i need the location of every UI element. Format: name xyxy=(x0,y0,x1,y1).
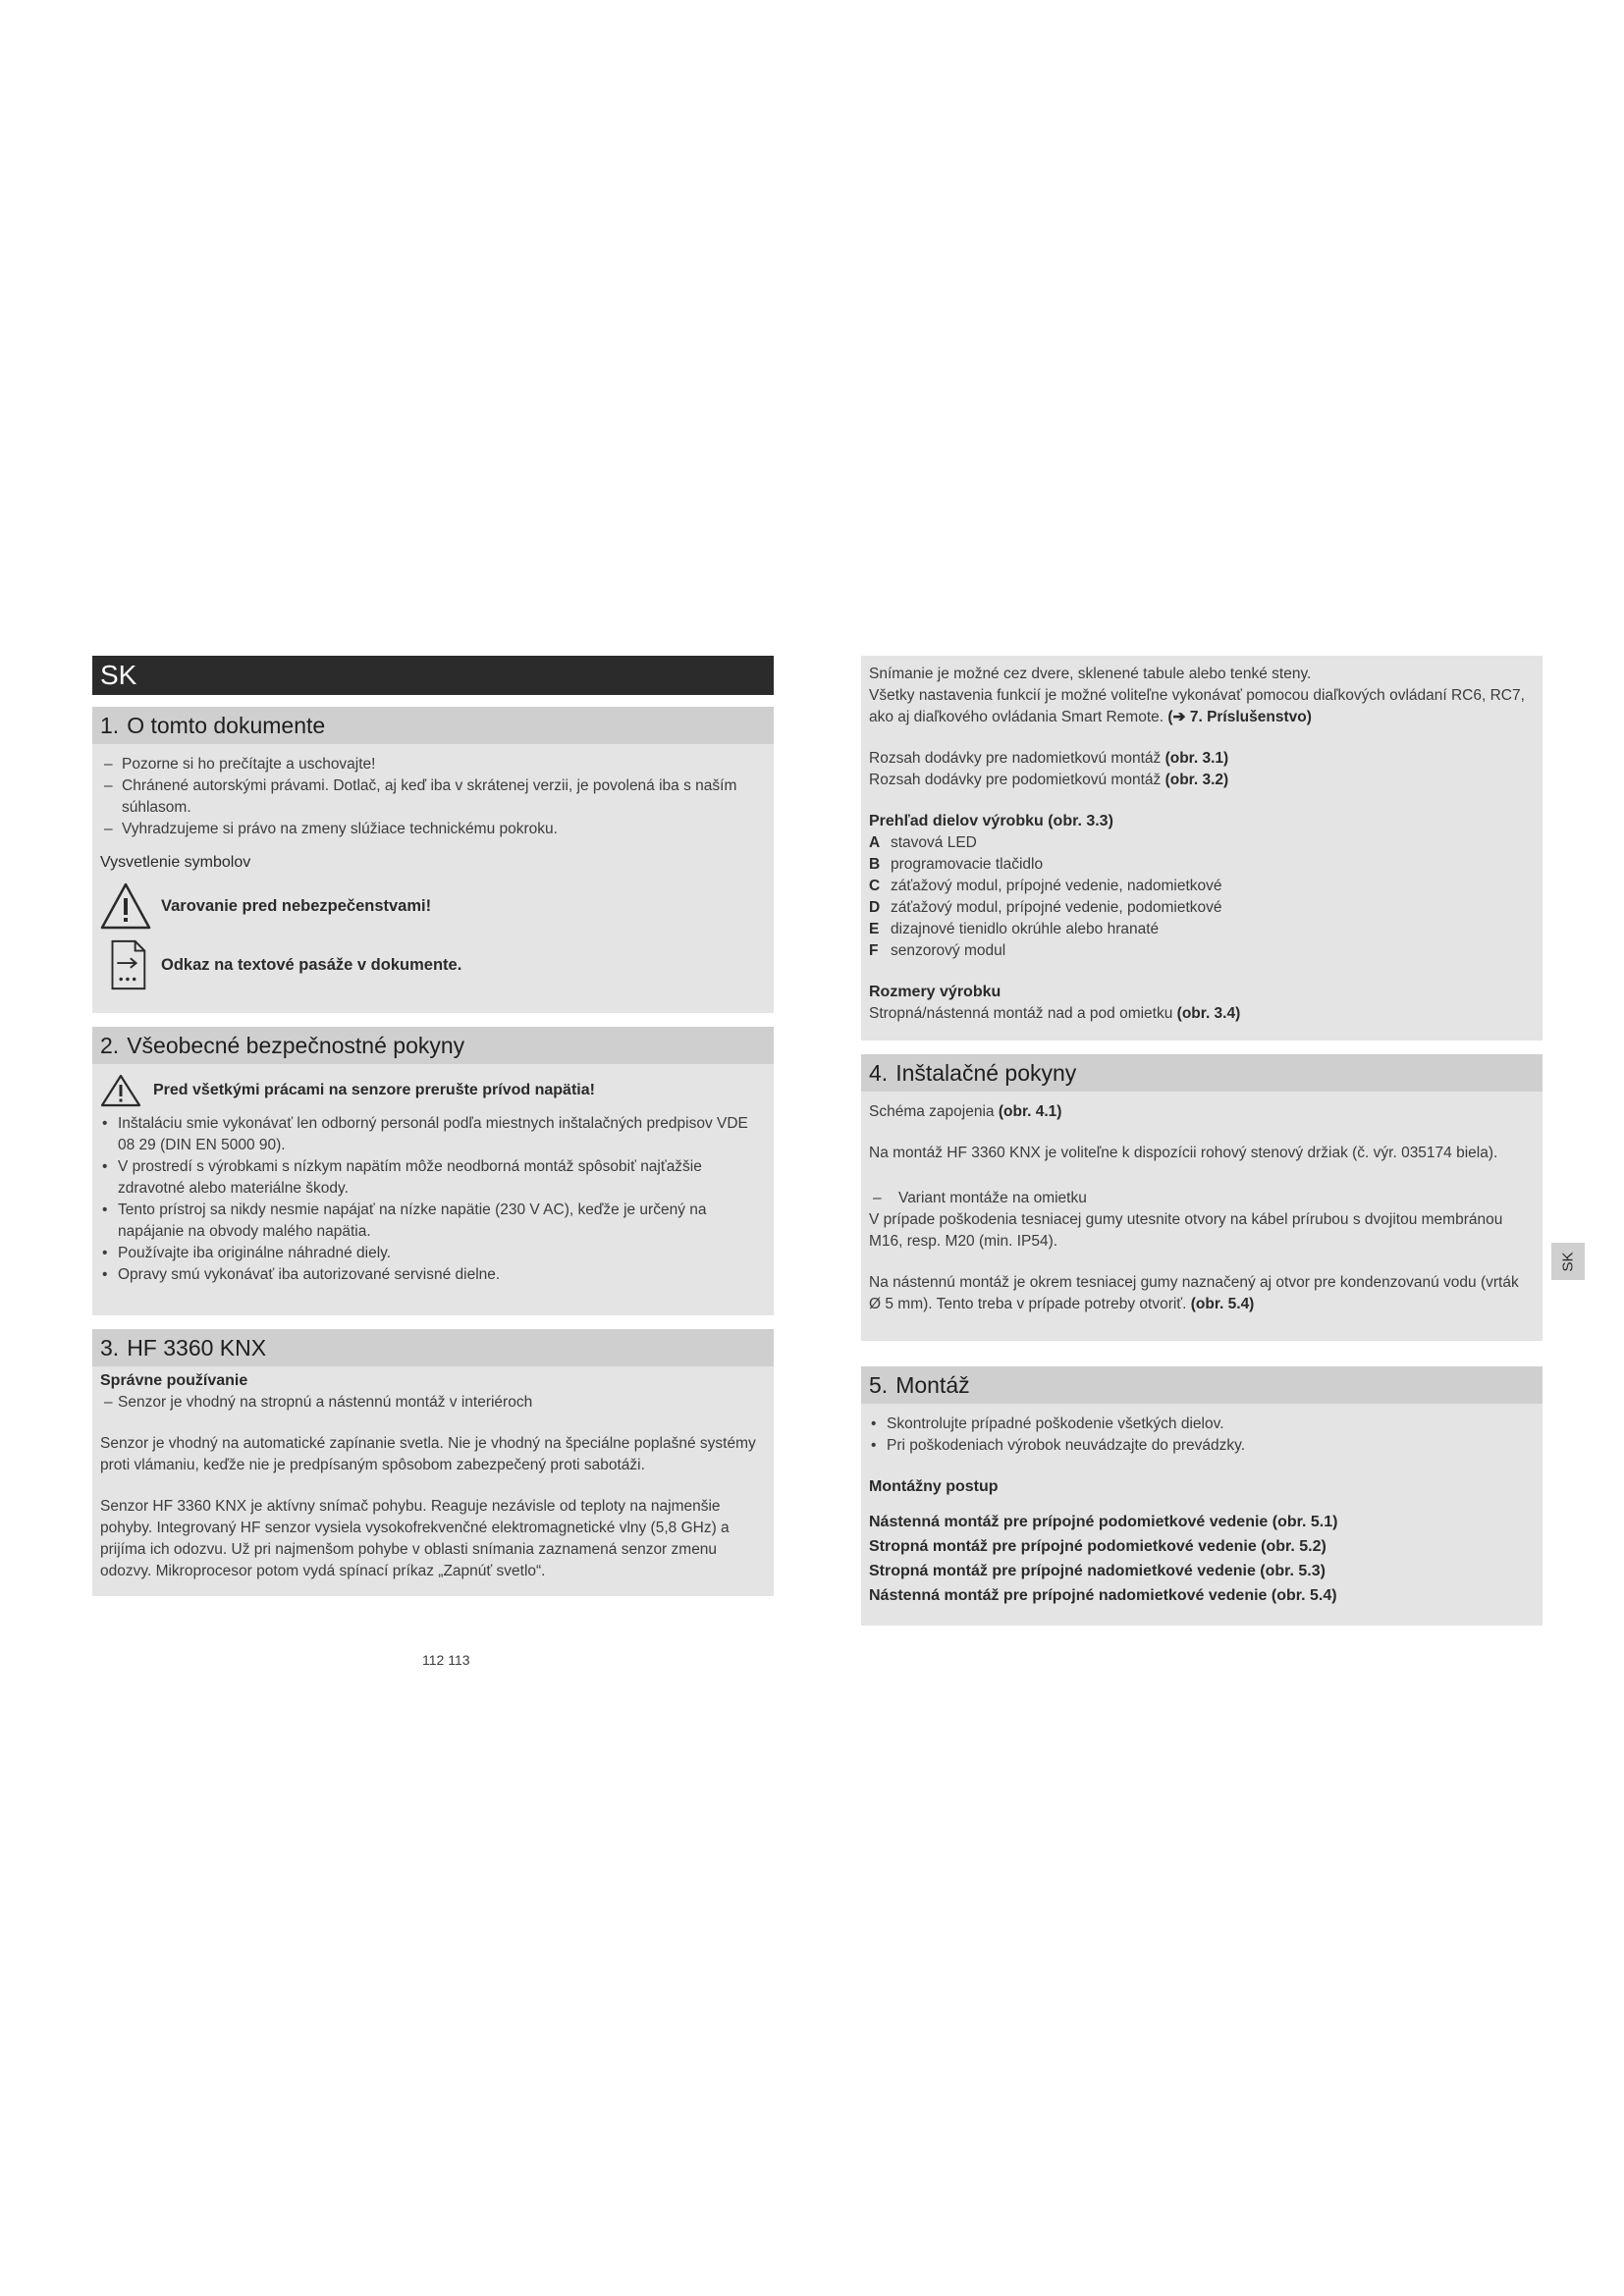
section-heading xyxy=(861,1366,1543,1404)
section-product-continued xyxy=(861,656,1543,1041)
text: Schéma zapojenia xyxy=(869,1103,995,1120)
paragraph: Senzor HF 3360 KNX je aktívny snímač pohybu. Reaguje nezávisle od teploty na najmenšie pohyby. Integrovaný HF senzor vysiela vysokofrekvenčné elektromagnetické vlny (5,8 GHz) a prijíma ich odozvu. Už pri najmenšom pohybe v oblasti snímania zaznamená senzor zmenu odozvy. Mikroprocesor potom vydá spínací príkaz „Zapnúť svetlo“. xyxy=(100,1498,730,1579)
text: Stropná/nástenná montáž nad a pod omietku xyxy=(869,1005,1173,1022)
paragraph: Senzor je vhodný na automatické zapínanie svetla. Nie je vhodný na špeciálne poplašné systémy proti vlámaniu, keďže nie je predpísaným spôsobom zabezpečený proti sabotáži. xyxy=(100,1435,756,1473)
list-item xyxy=(869,876,1535,897)
figure-reference: (obr. 3.4) xyxy=(1176,1005,1241,1022)
text: Všetky nastavenia funkcií je možné voliteľne vykonávať pomocou diaľkových ovládaní RC6, RC7, ako aj diaľkového ovládania Smart Remote. xyxy=(869,687,1525,725)
symbol-warning-row xyxy=(100,881,766,931)
procedure-heading: Montážny postup xyxy=(869,1478,999,1495)
list-item: • Používajte iba originálne náhradné diely. xyxy=(100,1243,766,1264)
section-title: O tomto dokumente xyxy=(127,713,326,738)
list-item: Nástenná montáž pre prípojné nadomietkové vedenie (obr. 5.4) xyxy=(869,1587,1337,1604)
section-number: 2. xyxy=(100,1033,120,1058)
figure-reference: (obr. 3.2) xyxy=(1164,772,1229,788)
figure-reference: (obr. 5.4) xyxy=(1190,1296,1255,1312)
warning-triangle-icon xyxy=(100,881,151,931)
list-item: – Pozorne si ho prečítajte a uschovajte! xyxy=(100,754,766,775)
paragraph xyxy=(869,685,1535,728)
figure-reference: (obr. 4.1) xyxy=(998,1103,1062,1120)
paragraph xyxy=(869,1003,1535,1025)
list-item: • Tento prístroj sa nikdy nesmie napájať na nízke napätie (230 V AC), keďže je určený na napájanie na obvody malého napätia. xyxy=(100,1200,766,1243)
section-installation xyxy=(861,1054,1543,1341)
paragraph xyxy=(869,1272,1535,1315)
section-number: 3. xyxy=(100,1335,120,1361)
part-key: A xyxy=(869,834,881,851)
part-key: C xyxy=(869,878,881,894)
right-column xyxy=(861,656,1543,1626)
section-product xyxy=(92,1329,774,1596)
symbol-reference-label: Odkaz na textové pasáže v dokumente. xyxy=(161,956,462,974)
paragraph: V prípade poškodenia tesniacej gumy utesnite otvory na kábel prírubou s dvojitou membránou M16, resp. M20 (min. IP54). xyxy=(869,1211,1503,1250)
list-item: – Senzor je vhodný na stropnú a nástennú montáž v interiéroch xyxy=(100,1392,766,1414)
side-language-tab xyxy=(1551,1243,1585,1280)
page-numbers: 112 113 xyxy=(422,1652,470,1668)
list-item: – Chránené autorskými právami. Dotlač, aj keď iba v skrátenej verzii, je povolená iba s naším súhlasom. xyxy=(100,775,766,819)
variant-list xyxy=(869,1188,1535,1209)
figure-reference: (obr. 3.1) xyxy=(1164,750,1229,767)
section-heading xyxy=(861,1054,1543,1092)
part-key: B xyxy=(869,856,881,873)
safety-list xyxy=(100,1113,766,1286)
part-text: záťažový modul, prípojné vedenie, nadomietkové xyxy=(891,878,1222,894)
symbol-reference-row xyxy=(100,938,766,991)
notice-list xyxy=(100,754,766,840)
paragraph xyxy=(869,1101,1535,1123)
procedure-list xyxy=(869,1510,1535,1608)
symbol-warning-label: Varovanie pred nebezpečenstvami! xyxy=(161,897,432,915)
language-label: SK xyxy=(100,660,137,690)
part-key: E xyxy=(869,921,880,937)
list-item xyxy=(869,919,1535,940)
usage-heading: Správne používanie xyxy=(100,1372,248,1389)
list-item: – Variant montáže na omietku xyxy=(869,1188,1535,1209)
list-item xyxy=(869,832,1535,854)
section-heading xyxy=(92,1329,774,1366)
list-item: Stropná montáž pre prípojné podomietkové vedenie (obr. 5.2) xyxy=(869,1538,1326,1555)
list-item: Stropná montáž pre prípojné nadomietkové vedenie (obr. 5.3) xyxy=(869,1563,1326,1579)
check-list xyxy=(869,1414,1535,1457)
section-about-document xyxy=(92,707,774,1013)
section-safety xyxy=(92,1027,774,1315)
usage-list xyxy=(100,1392,766,1414)
text: Rozsah dodávky pre podomietkovú montáž xyxy=(869,772,1162,788)
symbols-heading: Vysvetlenie symbolov xyxy=(100,854,251,871)
warning-triangle-icon xyxy=(100,1074,141,1107)
part-key: F xyxy=(869,942,879,959)
parts-list xyxy=(869,832,1535,962)
safety-warning xyxy=(100,1074,766,1107)
safety-warning-text: Pred všetkými prácami na senzore prerušte prívod napätia! xyxy=(153,1082,595,1098)
section-title: HF 3360 KNX xyxy=(127,1335,267,1361)
section-title: Všeobecné bezpečnostné pokyny xyxy=(127,1033,465,1058)
paragraph: Na montáž HF 3360 KNX je voliteľne k dispozícii rohový stenový držiak (č. výr. 035174 biela). xyxy=(869,1145,1498,1161)
list-item xyxy=(869,854,1535,876)
part-text: programovacie tlačidlo xyxy=(891,856,1044,873)
document-reference-icon xyxy=(100,938,151,991)
list-item: • Opravy smú vykonávať iba autorizované servisné dielne. xyxy=(100,1264,766,1286)
paragraph xyxy=(869,748,1535,770)
part-text: záťažový modul, prípojné vedenie, podomietkové xyxy=(891,899,1222,916)
section-title: Montáž xyxy=(895,1372,970,1398)
part-text: senzorový modul xyxy=(891,942,1006,959)
text: Rozsah dodávky pre nadomietkovú montáž xyxy=(869,750,1162,767)
dimensions-heading: Rozmery výrobku xyxy=(869,984,1001,1000)
part-key: D xyxy=(869,899,881,916)
list-item: – Vyhradzujeme si právo na zmeny slúžiace technickému pokroku. xyxy=(100,819,766,840)
list-item: • V prostredí s výrobkami s nízkym napätím môže neodborná montáž spôsobiť najťažšie zdravotné alebo materiálne škody. xyxy=(100,1156,766,1200)
section-number: 1. xyxy=(100,713,120,738)
list-item: • Inštaláciu smie vykonávať len odborný personál podľa miestnych inštalačných predpisov VDE 08 29 (DIN EN 5000 90). xyxy=(100,1113,766,1156)
list-item: Nástenná montáž pre prípojné podomietkové vedenie (obr. 5.1) xyxy=(869,1514,1338,1530)
part-text: dizajnové tienidlo okrúhle alebo hranaté xyxy=(891,921,1160,937)
cross-reference: (➔ 7. Príslušenstvo) xyxy=(1167,709,1312,725)
parts-overview-heading: Prehľad dielov výrobku (obr. 3.3) xyxy=(869,813,1113,829)
language-header xyxy=(92,656,774,695)
section-number: 4. xyxy=(869,1060,889,1086)
section-number: 5. xyxy=(869,1372,889,1398)
list-item xyxy=(869,940,1535,962)
side-tab-label: SK xyxy=(1559,1251,1577,1272)
paragraph xyxy=(869,770,1535,791)
part-text: stavová LED xyxy=(891,834,977,851)
left-column xyxy=(92,656,774,1596)
section-title: Inštalačné pokyny xyxy=(895,1060,1077,1086)
list-item: • Skontrolujte prípadné poškodenie všetkých dielov. xyxy=(869,1414,1535,1435)
section-heading xyxy=(92,707,774,744)
list-item: • Pri poškodeniach výrobok neuvádzajte do prevádzky. xyxy=(869,1435,1535,1457)
list-item xyxy=(869,897,1535,919)
section-heading xyxy=(92,1027,774,1064)
paragraph: Snímanie je možné cez dvere, sklenené tabule alebo tenké steny. xyxy=(869,666,1312,682)
text: Na nástennú montáž je okrem tesniacej gumy naznačený aj otvor pre kondenzovanú vodu (vrták Ø 5 mm). Tento treba v prípade potreby otvoriť. xyxy=(869,1274,1519,1312)
section-mounting xyxy=(861,1366,1543,1626)
